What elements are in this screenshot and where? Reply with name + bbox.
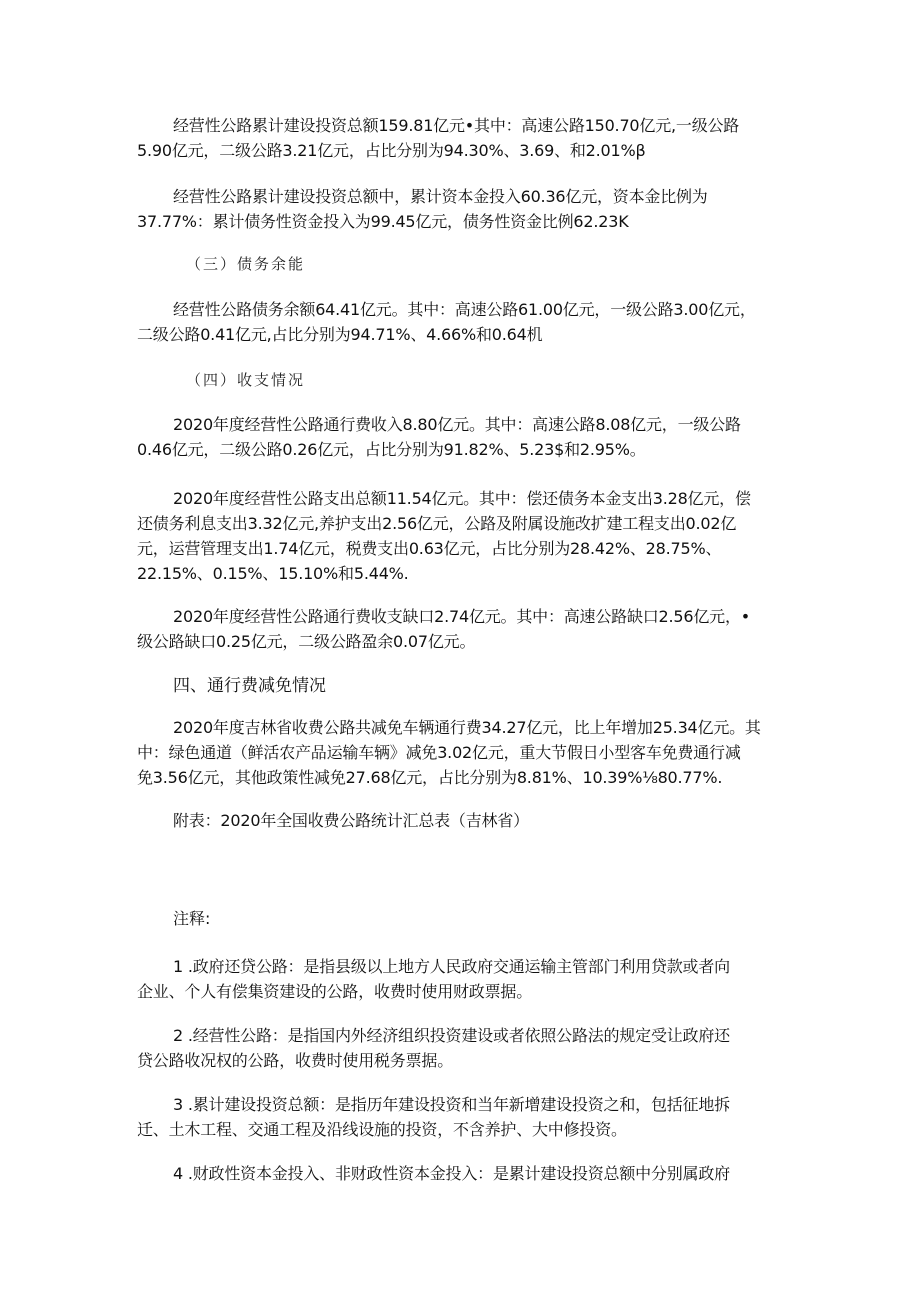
paragraph-toll-reduction: 2020年度吉林省收费公路共减免车辆通行费34.27亿元，比上年增加25.34亿元。其 中：绿色通道（鲜活农产品运输车辆》减免3.02亿元，重大节假日小型客车免费通行减 免3.56亿元，其他政策性减免27.68亿元，占比分别为8.81%、10.39%⅛80.77%. xyxy=(137,718,761,787)
note-4: 4 .财政性资本金投入、非财政性资本金投入：是累计建设投资总额中分别属政府 xyxy=(173,1164,730,1183)
notes-title: 注释: xyxy=(173,909,211,928)
subheading-income-expense: （四）收支情况 xyxy=(186,371,306,389)
paragraph-deficit: 2020年度经营性公路通行费收支缺口2.74亿元。其中：高速公路缺口2.56亿元，• 级公路缺口0.25亿元，二级公路盈余0.07亿元。 xyxy=(137,607,751,651)
note-2: 2 .经营性公路：是指国内外经济组织投资建设或者依照公路法的规定受让政府还 贷公路收况权的公路，收费时使用税务票据。 xyxy=(137,1026,730,1070)
section-heading-toll-reduction: 四、通行费减免情况 xyxy=(173,676,326,696)
paragraph-toll-income: 2020年度经营性公路通行费收入8.80亿元。其中：高速公路8.08亿元，一级公路 0.46亿元，二级公路0.26亿元，占比分别为91.82%、5.23$和2.95%。 xyxy=(137,415,741,459)
paragraph-debt-balance: 经营性公路债务余额64.41亿元。其中：高速公路61.00亿元，一级公路3.00亿元， 二级公路0.41亿元,占比分别为94.71%、4.66%和0.64机 xyxy=(137,300,756,344)
paragraph-capital-ratio: 经营性公路累计建设投资总额中，累计资本金投入60.36亿元，资本金比例为 37.77%：累计债务性资金投入为99.45亿元，债务性资金比例62.23K xyxy=(137,187,708,231)
paragraph-appendix: 附表：2020年全国收费公路统计汇总表（吉林省） xyxy=(173,811,529,830)
subheading-debt: （三）债务余能 xyxy=(186,255,306,273)
paragraph-investment-total: 经营性公路累计建设投资总额159.81亿元•其中：高速公路150.70亿元,一级公路 5.90亿元，二级公路3.21亿元，占比分别为94.30%、3.69、和2.01%β xyxy=(137,116,740,160)
note-3: 3 .累计建设投资总额：是指历年建设投资和当年新增建设投资之和，包括征地拆 迁、土木工程、交通工程及沿线设施的投资，不含养护、大中修投资。 xyxy=(137,1095,730,1139)
note-1: 1 .政府还贷公路：是指县级以上地方人民政府交通运输主管部门利用贷款或者向 企业、个人有偿集资建设的公路，收费时使用财政票据。 xyxy=(137,957,730,1001)
paragraph-expenditure: 2020年度经营性公路支出总额11.54亿元。其中：偿还债务本金支出3.28亿元，偿 还债务利息支出3.32亿元,养护支出2.56亿元，公路及附属设施改扩建工程支出0.02亿 元，运营管理支出1.74亿元，税费支出0.63亿元，占比分别为28.42%、28.75%、 22.15%、0.15%、15.10%和5.44%. xyxy=(137,489,751,583)
